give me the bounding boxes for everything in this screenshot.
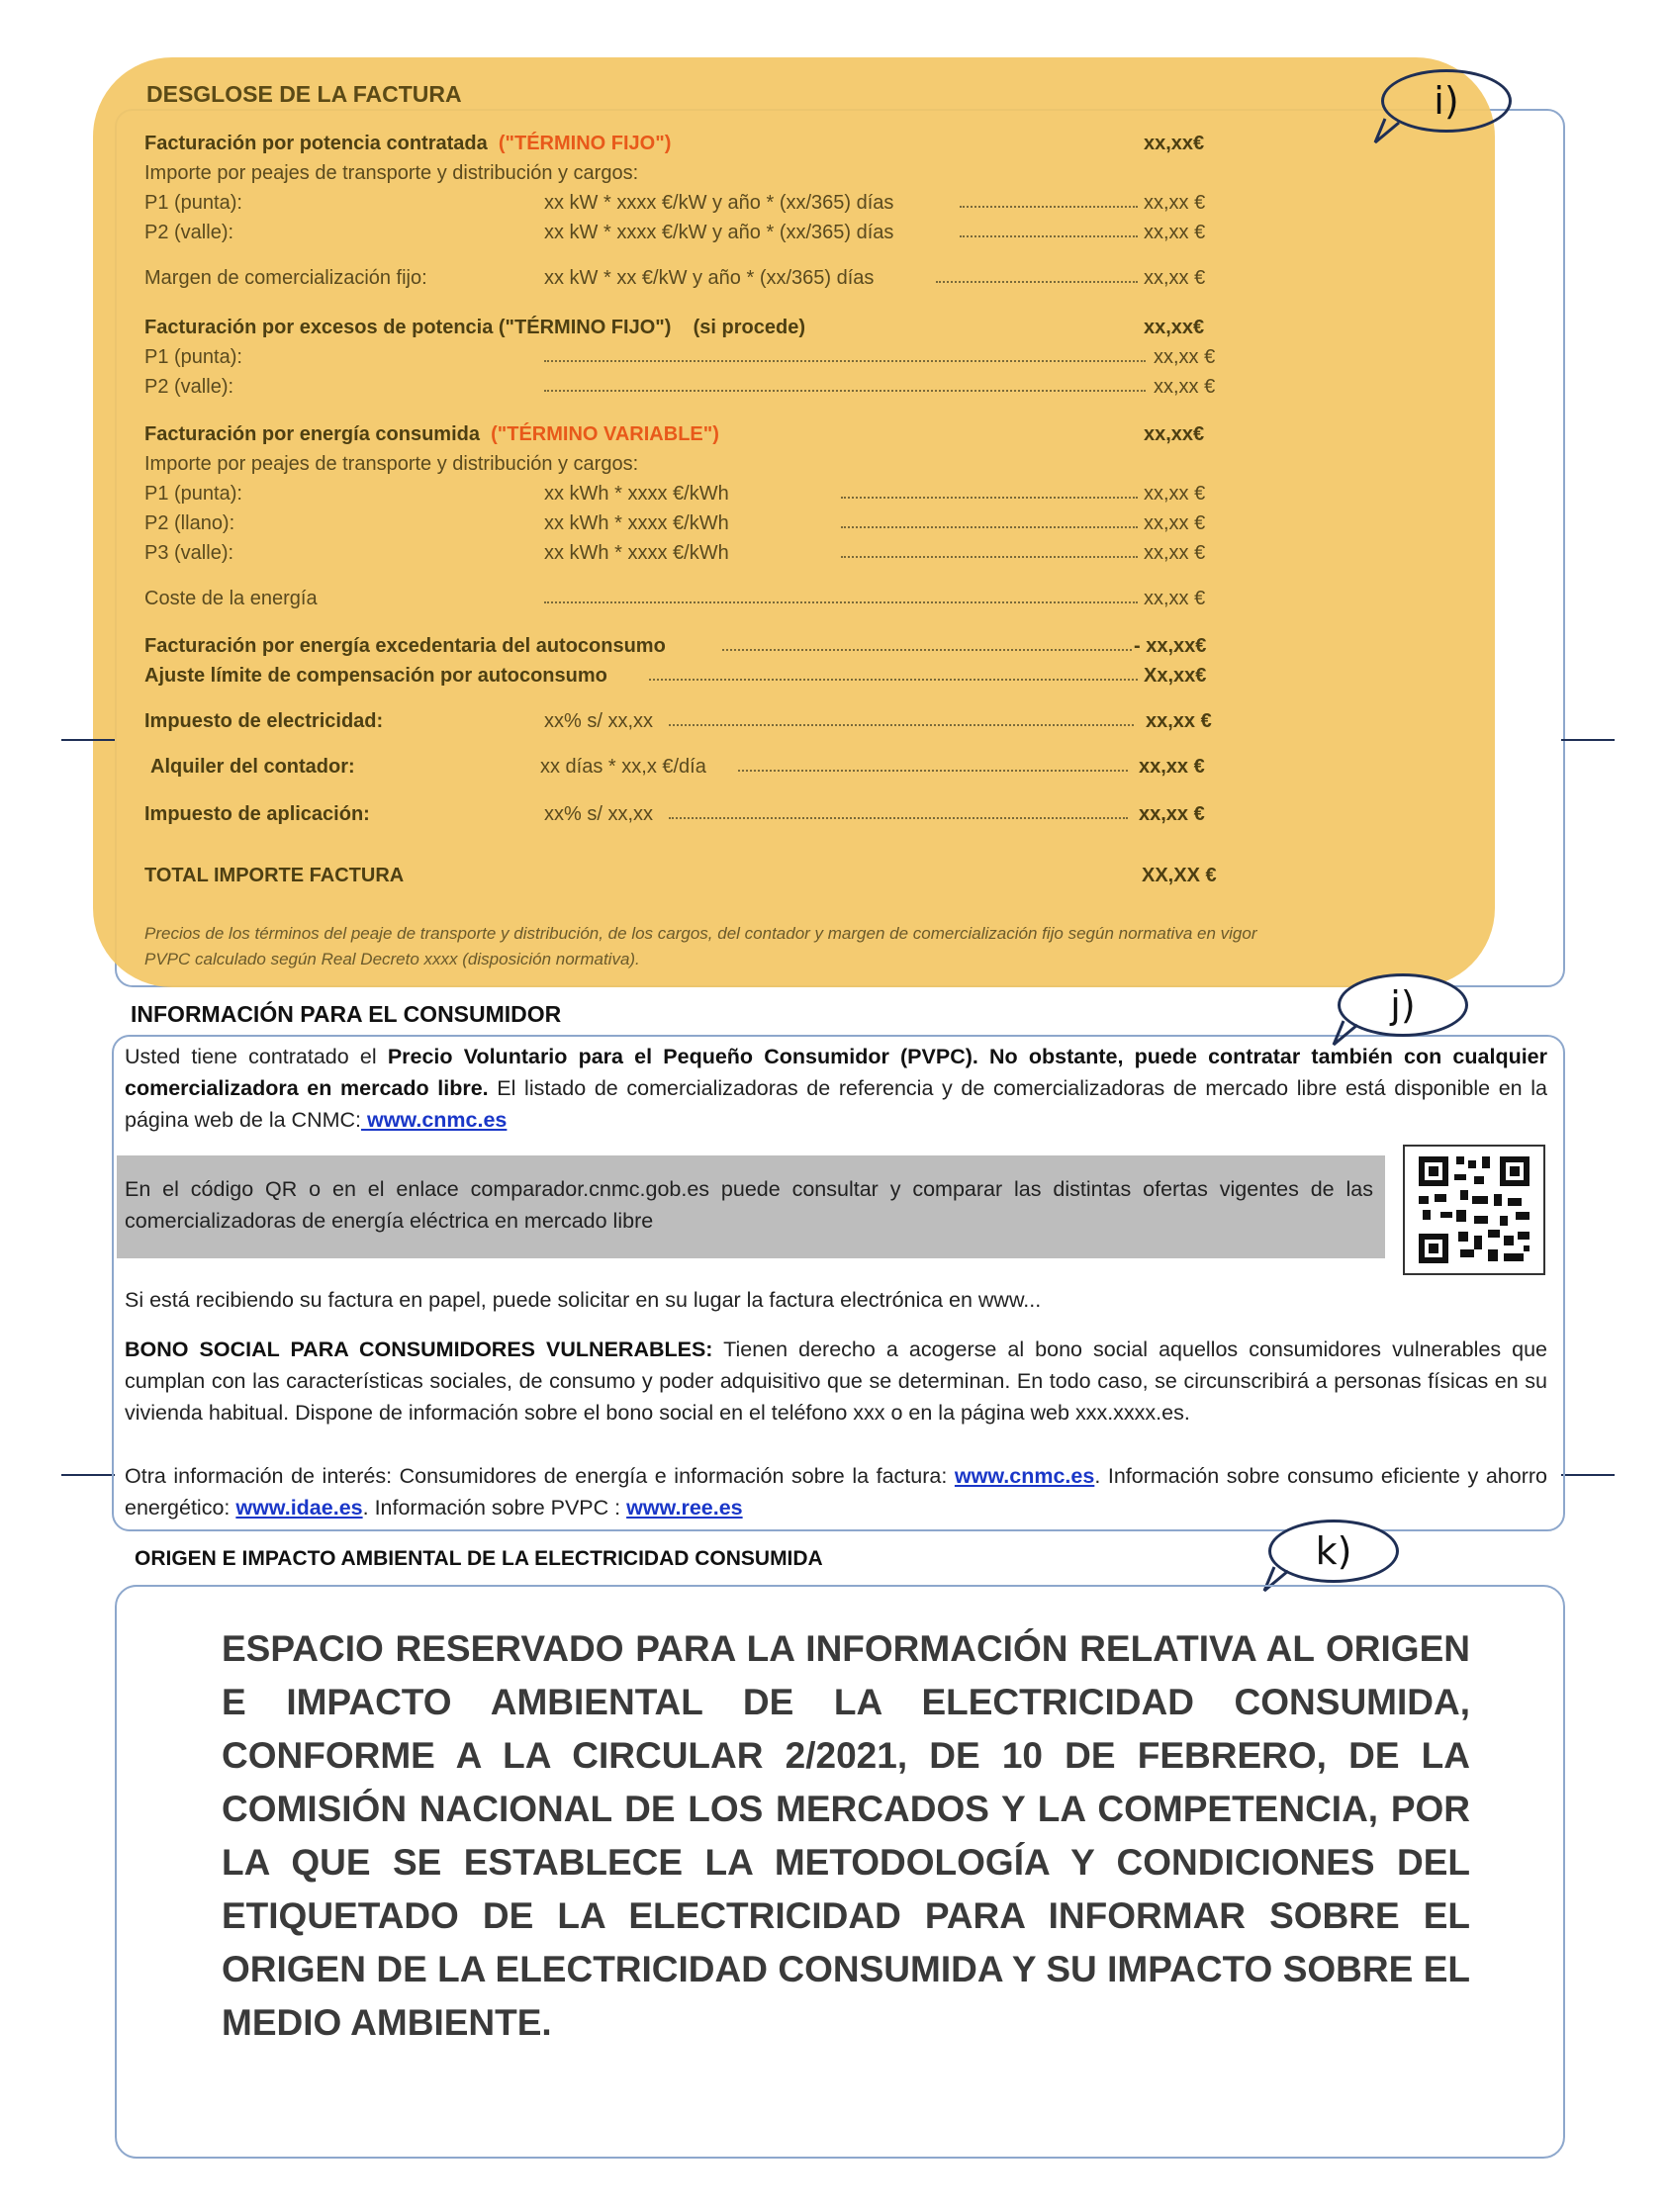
qr-info-text: En el código QR o en el enlace comparador.cnmc.gob.es puede consultar y comparar las distintas ofertas vigentes de las comercializadoras de energía eléctrica en mercado libre [125,1177,1373,1233]
autoconsumo-amount: Xx,xx€ [1144,665,1207,687]
alquiler-amount: xx,xx € [1139,756,1205,778]
otra-info-paragraph [125,1460,1547,1523]
autoconsumo-row-2 [144,665,1233,692]
pvpc-text-b: Precio Voluntario para el Pequeño Consumidor (PVPC). No obstante, puede contratar también con cualquier comercializadora en mercado libre. [125,1045,1548,1100]
margen-label: Margen de comercialización fijo: [144,267,427,289]
energia-tag: ("TÉRMINO VARIABLE") [491,423,719,445]
otra-info-text-b: . Información sobre consumo eficiente y ahorro energético: [125,1464,1548,1520]
callout-i-label: i) [1434,79,1459,123]
row-label: P1 (punta): [144,346,242,368]
potencia-heading-row [144,133,1233,160]
row-amount: xx,xx € [1144,192,1206,214]
excesos-extra: (si procede) [693,317,805,338]
autoconsumo-label: Facturación por energía excedentaria del autoconsumo [144,635,666,657]
row-dots [669,817,1128,819]
cnmc-link-2[interactable]: www.cnmc.es [954,1464,1095,1488]
qr-code-icon [1405,1147,1543,1273]
potencia-row-p2 [144,222,1233,249]
origen-reserved-text: ESPACIO RESERVADO PARA LA INFORMACIÓN RELATIVA AL ORIGEN E IMPACTO AMBIENTAL DE LA ELECTRICIDAD CONSUMIDA, CONFORME A LA CIRCULAR 2/2021, DE 10 DE FEBRERO, DE LA COMISIÓN NACIONAL DE LOS MERCADOS Y LA COMPETENCIA, POR LA QUE SE ESTABLECE LA METODOLOGÍA Y CONDICIONES DEL ETIQUETADO DE LA ELECTRICIDAD PARA INFORMAR SOBRE EL ORIGEN DE LA ELECTRICIDAD CONSUMIDA Y SU IMPACTO SOBRE EL MEDIO AMBIENTE. [222,1628,1470,2043]
coste-amount: xx,xx € [1144,588,1206,609]
row-label: P1 (punta): [144,192,242,214]
bono-social-text: Tienen derecho a acogerse al bono social aquellos consumidores vulnerables que cumplan con las características sociales, de consumo y poder adquisitivo que se determinan. En todo caso, se circunscribirá a personas físicas en su vivienda habitual. Dispone de información sobre el bono social en el teléfono xxx o en la página web xxx.xxxx.es. [125,1337,1547,1425]
left-tick-line [61,739,115,741]
consumidor-title: INFORMACIÓN PARA EL CONSUMIDOR [131,1001,562,1027]
alquiler-label: Alquiler del contador: [150,756,355,778]
potencia-sub: Importe por peajes de transporte y distribución y cargos: [144,162,639,184]
row-dots [669,724,1134,726]
autoconsumo-label: Ajuste límite de compensación por autoconsumo [144,665,607,687]
energia-heading: Facturación por energía consumida [144,423,480,445]
row-dots [722,649,1132,651]
otra-info-text-a: Otra información de interés: Consumidores de energía e información sobre la factura: [125,1464,955,1488]
impuesto-apl-amount: xx,xx € [1139,803,1205,825]
qr-code[interactable] [1403,1145,1545,1275]
pvpc-paragraph [125,1041,1547,1136]
impuesto-apl-label: Impuesto de aplicación: [144,803,370,825]
pvpc-text-c: El listado de comercializadoras de referencia y de comercializadoras de mercado libre está disponible en la página web de la CNMC: [125,1076,1547,1132]
potencia-sub-row [144,162,1233,190]
bono-social-heading: BONO SOCIAL PARA CONSUMIDORES VULNERABLES: [125,1337,713,1361]
row-label: P2 (valle): [144,222,234,243]
factura-electronica-text: Si está recibiendo su factura en papel, puede solicitar en su lugar la factura electrónica en www... [125,1288,1042,1312]
row-formula: xx kW * xxxx €/kW y año * (xx/365) días [544,222,894,243]
alquiler-row [144,756,1233,783]
impuesto-elec-amount: xx,xx € [1146,710,1212,732]
desglose-note-2: PVPC calculado según Real Decreto xxxx (disposición normativa). [144,950,640,968]
energia-total: xx,xx€ [1144,423,1205,445]
ree-link[interactable]: www.ree.es [626,1496,743,1520]
origen-title: ORIGEN E IMPACTO AMBIENTAL DE LA ELECTRICIDAD CONSUMIDA [135,1547,823,1570]
potencia-heading: Facturación por potencia contratada [144,133,488,154]
excesos-heading-row [144,317,1233,344]
coste-label: Coste de la energía [144,588,318,609]
callout-k-label: k) [1315,1529,1352,1573]
total-row [144,865,1233,892]
row-dots [544,390,1146,392]
energia-row-p2 [144,512,1233,540]
alquiler-formula: xx días * xx,x €/día [540,756,706,778]
left-tick-line-2 [61,1474,115,1476]
coste-row [144,588,1233,615]
row-dots [841,526,1138,528]
margen-amount: xx,xx € [1144,267,1206,289]
excesos-heading: Facturación por excesos de potencia ("TÉRMINO FIJO") [144,317,672,338]
potencia-tag: ("TÉRMINO FIJO") [498,133,672,154]
row-amount: xx,xx € [1144,222,1206,243]
row-formula: xx kWh * xxxx €/kWh [544,512,729,534]
row-dots [960,206,1138,208]
row-formula: xx kWh * xxxx €/kWh [544,542,729,564]
callout-i-tail [1369,117,1409,146]
potencia-total: xx,xx€ [1144,133,1205,154]
row-label: P2 (valle): [144,376,234,398]
row-dots [841,497,1138,499]
desglose-title: DESGLOSE DE LA FACTURA [146,81,462,107]
potencia-row-p1 [144,192,1233,220]
impuesto-elec-label: Impuesto de electricidad: [144,710,384,732]
row-dots [544,601,1138,603]
autoconsumo-amount: - xx,xx€ [1134,635,1207,657]
autoconsumo-row-1 [144,635,1233,663]
excesos-total: xx,xx€ [1144,317,1205,338]
excesos-row-p2 [144,376,1233,404]
row-amount: xx,xx € [1154,376,1216,398]
margen-formula: xx kW * xx €/kW y año * (xx/365) días [544,267,875,289]
total-label: TOTAL IMPORTE FACTURA [144,865,405,886]
total-amount: XX,XX € [1142,865,1217,886]
bono-social-paragraph [125,1334,1547,1429]
row-dots [544,360,1146,362]
row-amount: xx,xx € [1144,542,1206,564]
idae-link[interactable]: www.idae.es [235,1496,363,1520]
row-dots [960,235,1138,237]
row-label: P3 (valle): [144,542,234,564]
desglose-note-1: Precios de los términos del peaje de transporte y distribución, de los cargos, del contador y margen de comercialización fijo según normativa en vigor [144,924,1257,943]
energia-heading-row [144,423,1233,451]
energia-row-p3 [144,542,1233,570]
row-formula: xx kW * xxxx €/kW y año * (xx/365) días [544,192,894,214]
row-dots [738,770,1128,772]
energia-sub-row [144,453,1233,481]
cnmc-link[interactable]: www.cnmc.es [361,1108,508,1132]
pvpc-text-a: Usted tiene contratado el [125,1045,388,1068]
row-formula: xx kWh * xxxx €/kWh [544,483,729,505]
row-amount: xx,xx € [1144,483,1206,505]
row-dots [649,679,1138,681]
excesos-row-p1 [144,346,1233,374]
impuesto-elec-formula: xx% s/ xx,xx [544,710,654,732]
callout-j-label: j) [1390,983,1416,1027]
margen-row [144,267,1233,295]
row-label: P1 (punta): [144,483,242,505]
impuesto-aplicacion-row [144,803,1233,831]
impuesto-apl-formula: xx% s/ xx,xx [544,803,654,825]
row-dots [841,556,1138,558]
energia-row-p1 [144,483,1233,510]
right-tick-line [1561,739,1615,741]
energia-sub: Importe por peajes de transporte y distribución y cargos: [144,453,639,475]
row-amount: xx,xx € [1144,512,1206,534]
row-label: P2 (llano): [144,512,235,534]
right-tick-line-2 [1561,1474,1615,1476]
row-amount: xx,xx € [1154,346,1216,368]
impuesto-electricidad-row [144,710,1233,738]
row-dots [936,281,1138,283]
otra-info-text-c: . Información sobre PVPC : [362,1496,627,1520]
